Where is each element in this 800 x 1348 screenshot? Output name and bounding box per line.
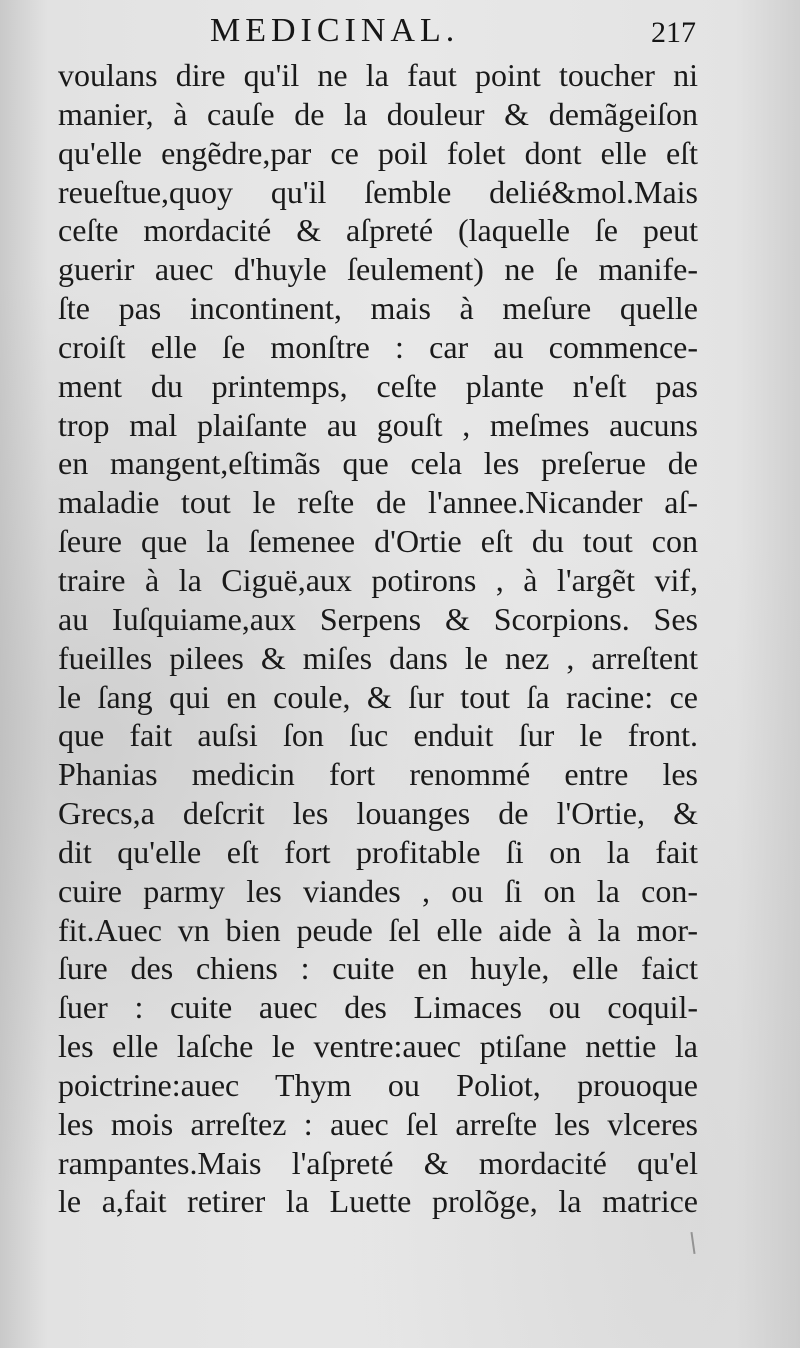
text-line: ſeure que la ſemenee d'Ortie eſt du tout con xyxy=(58,523,698,560)
text-line: guerir auec d'huyle ſeulement) ne ſe manife- xyxy=(58,251,698,288)
page-header xyxy=(60,10,700,52)
text-line: ſte pas incontinent, mais à meſure quelle xyxy=(58,290,698,327)
text-line: cuire parmy les viandes , ou ſi on la con- xyxy=(58,872,698,909)
text-line: maladie tout le reſte de l'annee.Nicander aſ- xyxy=(58,484,698,521)
text-line: reueſtue,quoy qu'il ſemble delié&mol.Mais xyxy=(58,173,698,210)
text-line: manier, à cauſe de la douleur & demãgeiſon xyxy=(58,95,698,132)
text-line: en mangent,eſtimãs que cela les preſerue de xyxy=(58,445,698,482)
text-line: ceſte mordacité & aſpreté (laquelle ſe peut xyxy=(58,212,698,249)
text-line: ſure des chiens : cuite en huyle, elle faict xyxy=(58,950,698,987)
page-number: 217 xyxy=(651,16,696,49)
text-line: dit qu'elle eſt fort profitable ſi on la fait xyxy=(58,833,698,870)
text-line: trop mal plaiſante au gouſt , meſmes aucuns xyxy=(58,406,698,443)
text-line: traire à la Ciguë,aux potirons , à l'argẽt vif, xyxy=(58,561,698,598)
text-line: les elle laſche le ventre:auec ptiſane nettie la xyxy=(58,1028,698,1065)
running-title: MEDICINAL. xyxy=(210,12,460,49)
text-line: les mois arreſtez : auec ſel arreſte les vlceres xyxy=(58,1105,698,1142)
body-text xyxy=(58,56,698,1221)
text-line: poictrine:auec Thym ou Poliot, prouoque xyxy=(58,1066,698,1103)
text-line: rampantes.Mais l'aſpreté & mordacité qu'el xyxy=(58,1144,698,1181)
text-line: le ſang qui en coule, & ſur tout ſa racine: ce xyxy=(58,678,698,715)
text-line: fit.Auec vn bien peude ſel elle aide à la mor- xyxy=(58,911,698,948)
text-line: Phanias medicin fort renommé entre les xyxy=(58,756,698,793)
text-line: ſuer : cuite auec des Limaces ou coquil- xyxy=(58,989,698,1026)
text-line: Grecs,a deſcrit les louanges de l'Ortie, & xyxy=(58,795,698,832)
text-line: voulans dire qu'il ne la faut point toucher ni xyxy=(58,57,698,93)
text-line: ment du printemps, ceſte plante n'eſt pas xyxy=(58,367,698,404)
text-line: au Iuſquiame,aux Serpens & Scorpions. Ses xyxy=(58,600,698,637)
text-line: que fait auſsi ſon ſuc enduit ſur le front. xyxy=(58,717,698,754)
text-line: croiſt elle ſe monſtre : car au commence- xyxy=(58,328,698,365)
text-line: fueilles pilees & miſes dans le nez , arreſtent xyxy=(58,639,698,676)
text-line: qu'elle engẽdre,par ce poil folet dont elle eſt xyxy=(58,134,698,171)
paper-blemish xyxy=(690,1232,695,1254)
text-line: le a,fait retirer la Luette prolõge, la matrice xyxy=(58,1183,698,1220)
